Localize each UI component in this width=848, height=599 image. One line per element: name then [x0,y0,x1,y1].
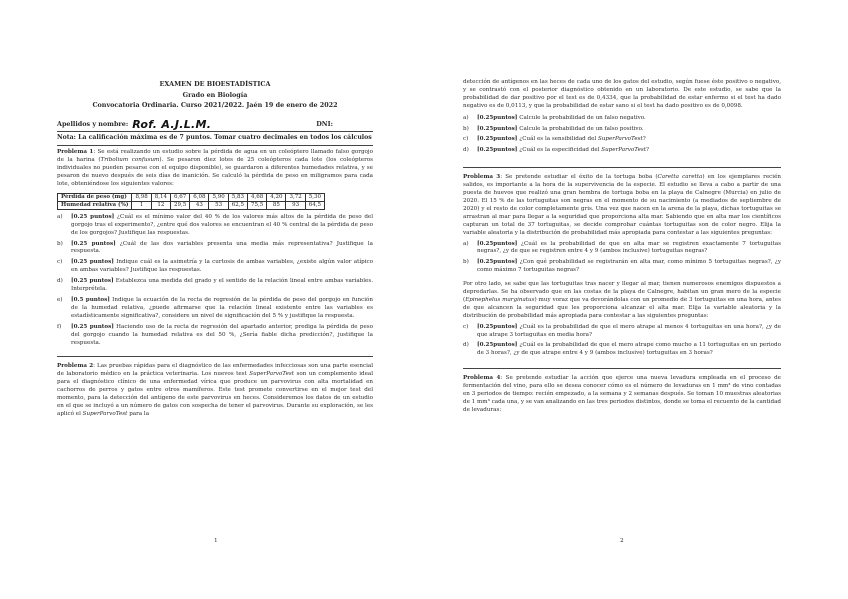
table-cell: 53 [209,201,228,209]
problem-3-text: : Se pretende estudiar el éxito de la tortuga boba ( [500,174,658,181]
problem-1 [57,149,373,189]
table-cell: 5,90 [209,193,228,201]
item-text: ¿Con qué probabilidad se registrarán en alta mar, como mínimo 5 tortuguitas negras?, ¿y como máximo 7 tortuguitas negras? [477,259,781,274]
item-label: f) [57,323,62,330]
header-divider [57,131,373,132]
question-2b [463,126,781,134]
item-text: ¿Cuál es la probabilidad de que en alta mar se registren exactamente 7 tortuguitas negras?, ¿y de que se registren entre 4 y 9 (ambos inclusive) tortuguitas negras? [477,240,781,255]
item-text: Establezca una medida del grado y el sentido de la relación lineal entre ambas variables. Interprétela. [71,278,373,293]
note-divider [57,145,373,146]
question-1d [57,278,373,294]
name-label: Apellidos y nombre: [57,119,129,128]
table-cell: 6,67 [170,193,189,201]
table-cell: 4,68 [247,193,266,201]
question-3c [463,324,781,340]
question-3b [463,259,781,275]
test-name: SuperParvoTest [601,147,647,154]
problem-1-species: Tribolium confusum [100,157,160,164]
weight-humidity-table [57,193,325,210]
item-text: ¿Cuál de las dos variables presenta una media más representativa? Justifique la respuesta. [71,240,373,255]
item-label: d) [463,147,469,154]
item-points: [0.25puntos] [477,240,518,247]
question-1f [57,324,373,348]
table-cell: 43 [190,201,209,209]
item-label: b) [463,259,469,266]
exam-title: EXAMEN DE BIOESTADÍSTICA [159,80,271,88]
table-cell: 5,83 [228,193,247,201]
table-cell: 29,5 [170,201,189,209]
table-cell: 5,30 [305,193,324,201]
problem-3 [463,174,781,237]
item-label: c) [463,323,469,330]
item-text: ¿Cuál es la probabilidad de que el mero atrape al menos 4 tortuguitas en una hora?, ¿y de que atrape 3 tortuguitas en media hora? [477,323,781,338]
problem-4 [463,375,781,415]
question-1c [57,259,373,275]
question-2d [463,147,781,155]
table-cell: 1 [132,201,151,209]
item-points: [0.25puntos] [477,342,518,349]
item-text: ¿Cuál es la probabilidad de que el mero atrape como mucho a 11 tortuguitas en un periodo de 3 horas?, ¿y de que atrape entre 4 y 9 (ambos inclusive) tortuguitas en 3 horas? [477,342,781,357]
problem-4-text: : Se pretende estudiar la acción que ejerce una nueva levadura empleada en el proceso de fermentación del vino, para ello se desea conocer cómo es el número de levaduras en 1 mm³ de vino contadas en 3 periodos de tiempo: recién empezado, a la semana y 2 semanas después. Se toman 10 muestras aleatorias de 1 mm³ cada una, y se van analizando en las tres periodos distintos, donde se toma el recuento de la cantidad de levaduras: [463,375,782,413]
question-2a [463,115,781,123]
item-points: [0.25puntos] [477,114,518,121]
item-label: b) [463,125,469,132]
table-cell: 8,98 [132,193,151,201]
name-row [57,117,373,131]
problem-4-title: Problema 4 [463,375,501,382]
problem-3-text-b: ) en los ejemplares recién salidos, es importante a la hora de la supervivencia de la especie. El estudio se lleva a cabo a partir de una puesta de huevos que realizó una gran hembra de tortuga boba en la playa de Calnegre (Murcia) en julio de 2020. El 15 % de las tortuguitas son negras en el momento de su nacimiento (a mediados de septiembre de 2020) y el resto de color completamente gris. Una vez que nacen en la arena de la playa, dichas tortuguitas se arrastran al mar para llegar a la seguridad que proporciona alta mar. Sabiendo que en alta mar los científicos capturan un total de 37 tortuguitas, se decide comprobar cuántas tortuguitas son de color negro. Elija la variable aleatoria y la distribución de probabilidad más apropiada para contestar a las siguientes preguntas: [463,174,781,236]
item-label: d) [463,342,469,349]
table-cell: 75,5 [247,201,266,209]
page-number: 1 [214,538,218,544]
problem-3-title: Problema 3 [463,174,501,181]
item-label: c) [57,259,63,266]
item-points: [0.25 puntos] [71,213,115,220]
exam-session: Convocatoria Ordinaria. Curso 2021/2022. Jaén 19 de enero de 2022 [92,101,338,109]
item-text: Haciendo uso de la recta de regresión del apartado anterior, prediga la pérdida de peso del gorgojo cuando la humedad relativa es del 50 %, ¿Sería fiable dicha predicción?, justifique la respuesta. [71,323,373,346]
problem-2-text-c: para la [127,410,150,417]
problem-2-test-name: SuperParvoTest [249,371,295,378]
question-1a [57,214,373,238]
problem-2-title: Problema 2 [57,363,94,370]
item-text: ¿Cuál es la sensibilidad del [517,136,598,143]
row-header-weight: Pérdida de peso (mg) [58,193,132,201]
grading-note: Nota: La calificación máxima es de 7 puntos. Tomar cuatro decimales en todos los cálculos [57,134,372,142]
question-1b [57,241,373,257]
dni-label: DNI: [316,119,333,128]
table-cell: 62,5 [228,201,247,209]
problem-3-part-2 [463,281,781,321]
item-text: Indique cuál es la asimetría y la curtosis de ambas variables, ¿existe algún valor atípico en ambas variables? Justifique las respuestas. [71,259,373,274]
question-1e [57,297,373,321]
exam-subtitle: Grado en Biología [182,90,248,99]
test-name: SuperParvoTest [597,136,643,143]
table-cell: 85 [267,201,286,209]
page-number: 2 [620,538,624,544]
problem-1-title: Problema 1 [57,149,94,156]
problem-3-species-2: Epinephelus marginatus [465,296,535,303]
item-points: [0.25 puntos] [71,259,114,266]
problem-1-text-b: ). Se pesaron diez lotes de 25 coleópteros cada lote (los coleópteros individuales no pueden pesarse con el equipo disponible), se guardaron a diferentes humedades relativa, y se pesaron de nuevo después de seis días de inanición. Se calculó la pérdida de peso en miligramos para cada lote, obteniéndose los siguientes valores: [57,157,373,187]
item-tail: ? [642,136,646,143]
table-row [58,193,325,201]
table-row [58,201,325,209]
item-points: [0.25 puntos] [71,240,116,247]
item-points: [0.25puntos] [477,259,518,266]
problem-divider [463,368,781,369]
item-label: a) [463,114,469,121]
page1-content [57,79,373,419]
problem-2-continuation: detección de antígenos en las heces de cada uno de los gatos del estudio, según fuese éste positivo o negativo, y se contrastó con el posterior diagnóstico obtenido en un laboratorio. De este estudio, se sabe que la probabilidad de dar positivo por el test es de 0,4334, que la probabilidad de estar enfermo si el test ha dado negativo es de 0,0113, y que la probabilidad de estar sano si el test ha dado positivo es de 0,0098. [463,79,781,109]
problem-3-species: Caretta caretta [657,174,703,181]
item-points: [0.25puntos] [477,125,518,132]
item-points: [0.25 puntos] [71,278,114,285]
problem-2-test-name-2: SuperParvoTest [82,410,128,417]
item-label: d) [57,278,63,285]
item-points: [0.25puntos] [477,147,518,154]
item-text: Calcule la probabilidad de un falso negativo. [517,114,646,121]
item-points: [0.25 puntos] [71,323,114,330]
item-label: a) [463,240,469,247]
item-text: ¿Cuál es el mínimo valor del 40 % de los valores más altos de la pérdida de peso del gorgojo tras el experimento?, ¿entre qué dos valores se encuentran el 40 % central de la pérdida de peso de los gorgojos? Justifique las respuestas. [71,213,374,236]
table-cell: 6,08 [190,193,209,201]
question-2c [463,136,781,144]
problem-3-text-c: Por otro lado, se sabe que las tortuguitas tras nacer y llegar al mar, tienen numerosos enemigos dispuestos a depredarlas. Se ha observado que en las costas de la playa de Calnegre, habitan un gran mero de la especie ( [463,281,781,303]
table-cell: 12 [151,201,170,209]
table-cell: 8,14 [151,193,170,201]
table-cell: 4,20 [267,193,286,201]
item-label: b) [57,240,63,247]
problem-1-text: : Se está realizando un estudio sobre la pérdida de agua en un coleóptero llamado falso gorgojo de la harina ( [57,149,373,164]
problem-2 [57,363,373,418]
table-cell: 93 [286,201,305,209]
row-header-humidity: Humedad relativa (%) [58,201,132,209]
item-points: [0.5 puntos] [71,297,110,303]
question-3d [463,342,781,358]
item-label: a) [57,213,63,220]
page2-content [463,79,781,415]
item-tail: ? [646,147,650,154]
problem-2-text: : Las pruebas rápidas para el diagnóstico de las enfermedades infecciosas son una parte esencial de laboratorio médico en la práctica veterinaria. Los nuevos test [57,363,373,378]
item-points: [0.25puntos] [477,323,518,330]
table-cell: 3,72 [286,193,305,201]
problem-3-text-d: ) muy voraz que va devorándolas con un promedio de 3 tortuguitas en una hora, antes de que alcancen la seguridad que les proporciona alcanzar el alta mar. Elija la variable aleatoria y la distribución de probabilidad más apropiada para contestar a las siguientes preguntas: [463,296,781,319]
item-text: Indique la ecuación de la recta de regresión de la pérdida de peso del gorgojo en función de la humedad relativa, ¿puede afirmarse que la relación lineal existente entre las variables es estadísticamente significativa?, considere un nivel de significación del 5 % y justifique la respuesta. [71,297,374,319]
problem-2-text-b: son un complemento ideal para el diagnóstico clínico de una enfermedad vírica que produce un parvovirus con alta mortalidad en cachorros de perros y gatos entre otros mamíferos. Este test promete convertirse en el mejor test del momento, para la detección del antígeno de este parvovirus en heces. Consideremos los datos de un estudio en el que se incluyó a un número de gatos con sospecha de tener el parvovirus. Durante su exploración, se les aplicó el [57,371,374,417]
problem-divider [463,167,781,168]
item-label: c) [463,136,469,143]
table-cell: 64,5 [305,201,324,209]
problem-divider [57,356,373,357]
item-label: e) [57,297,63,303]
item-text: Calcule la probabilidad de un falso positivo. [517,125,644,132]
exam-page-2 [424,0,848,599]
name-handwritten: Rof. A.J.L.M. [132,117,212,131]
item-points: [0.25puntos] [477,136,518,143]
item-text: ¿Cuál es la especificidad del [517,147,602,154]
question-3a [463,241,781,257]
